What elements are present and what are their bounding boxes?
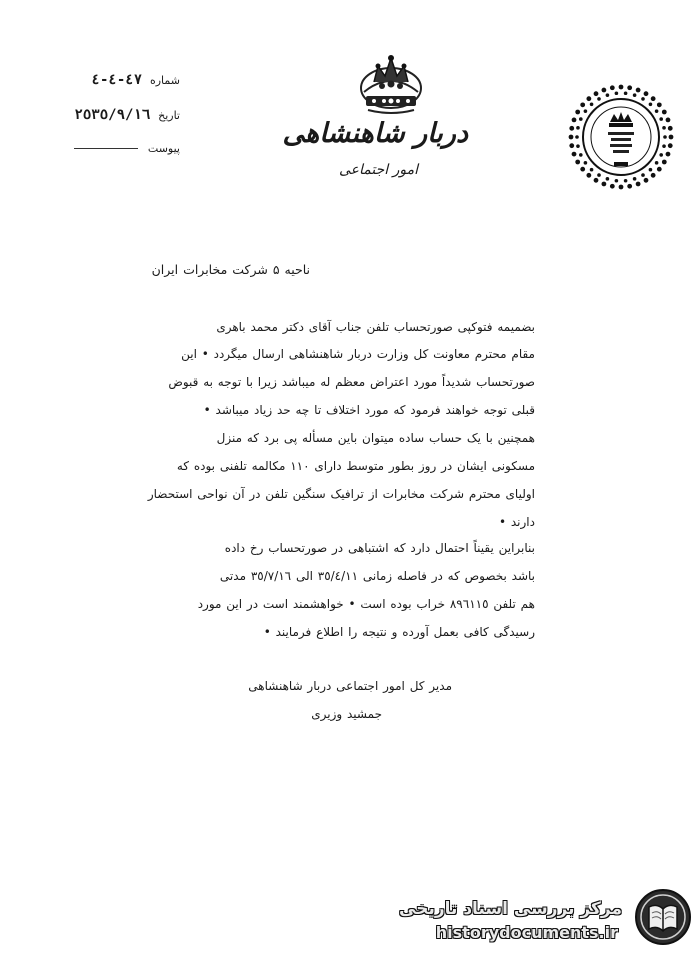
seal-dot bbox=[572, 118, 577, 123]
signature-title: مدیر کل امور اجتماعی دربار شاهنشاهی bbox=[248, 679, 452, 693]
date-value: ٢٥٣٥/٩/١٦ bbox=[74, 107, 151, 123]
seal-dot bbox=[594, 178, 599, 183]
attachment-blank-line bbox=[74, 148, 138, 149]
seal-dot bbox=[602, 182, 607, 187]
seal-dot bbox=[586, 173, 591, 178]
seal-dot bbox=[649, 168, 653, 172]
crown-icon bbox=[352, 52, 430, 118]
seal-dot bbox=[576, 144, 580, 148]
seal-dot bbox=[580, 102, 585, 107]
seal-dot bbox=[572, 152, 577, 157]
letter-date bbox=[40, 107, 180, 127]
book-logo-icon bbox=[633, 887, 693, 947]
seal-dot bbox=[655, 161, 659, 165]
addressee: ناحیه ۵ شرکت مخابرات ایران bbox=[151, 262, 310, 277]
seal-dot bbox=[659, 153, 663, 157]
seal-dot bbox=[666, 152, 671, 157]
seal-dot bbox=[575, 135, 579, 139]
seal-dot bbox=[586, 96, 591, 101]
paragraph-1-line: مسکونی ایشان در روز بطور متوسط دارای ١١٠ مکالمه تلفنی بوده که bbox=[176, 459, 535, 473]
seal-dot bbox=[662, 160, 667, 165]
paragraph-1-line: دارند • bbox=[498, 515, 535, 529]
seal-dot bbox=[627, 85, 632, 90]
seal-dot bbox=[644, 178, 649, 183]
number-label: شماره bbox=[149, 74, 180, 87]
seal-dot bbox=[610, 184, 615, 189]
paragraph-1-line: همچنین با یک حساب ساده میتوان باین مسأله پی برد که منزل bbox=[216, 431, 535, 445]
seal-dot bbox=[668, 143, 673, 148]
seal-dot bbox=[633, 93, 637, 97]
seal-dot bbox=[575, 160, 580, 165]
seal-dot bbox=[569, 126, 574, 131]
seal-dot bbox=[584, 161, 588, 165]
court-subtitle: امور اجتماعی bbox=[339, 162, 418, 178]
court-title: دربار شاهنشاهی bbox=[282, 118, 468, 149]
seal-dot bbox=[663, 135, 667, 139]
seal-dot bbox=[641, 173, 645, 177]
watermark-url: historydocuments.ir bbox=[435, 923, 618, 942]
seal-dot bbox=[594, 91, 599, 96]
seal-dot bbox=[569, 135, 574, 140]
seal-dot bbox=[619, 185, 624, 190]
seal-dot bbox=[615, 91, 619, 95]
seal-dot bbox=[615, 179, 619, 183]
seal-dot bbox=[624, 179, 628, 183]
seal-dot bbox=[576, 126, 580, 130]
seal-dot bbox=[668, 126, 673, 131]
seal-dot bbox=[662, 110, 667, 115]
seal-dot bbox=[590, 168, 594, 172]
seal-dot bbox=[662, 144, 666, 148]
attachment-label: پیوست bbox=[147, 142, 180, 155]
seal-dot bbox=[610, 85, 615, 90]
paragraph-1-line: قبلی توجه خواهند فرمود که مورد اختلاف تا چه حد زیاد میباشد • bbox=[203, 403, 535, 417]
seal-dot bbox=[579, 153, 583, 157]
seal-dot bbox=[624, 91, 628, 95]
number-value: ٤٧-٤-٤ bbox=[91, 72, 143, 88]
seal-dot bbox=[633, 177, 637, 181]
seal-dot bbox=[597, 97, 601, 101]
seal-dot bbox=[606, 177, 610, 181]
seal-dot bbox=[627, 184, 632, 189]
letter-attachment bbox=[40, 141, 180, 161]
seal-dot bbox=[649, 103, 653, 107]
paragraph-2-line: رسیدگی کافی بعمل آورده و نتیجه را اطلاع فرمایند • bbox=[263, 625, 535, 639]
seal-dot bbox=[590, 103, 594, 107]
seal-dot bbox=[651, 96, 656, 101]
seal-dot bbox=[662, 126, 666, 130]
seal-dot bbox=[657, 167, 662, 172]
paragraph-1-line: بضمیمه فتوکپی صورتحساب تلفن جناب آقای دکتر محمد باهری bbox=[216, 320, 535, 334]
seal-dot bbox=[579, 117, 583, 121]
seal-dot bbox=[666, 118, 671, 123]
seal-dot bbox=[619, 85, 624, 90]
seal-dot bbox=[659, 117, 663, 121]
watermark-text-persian: مرکز بررسی اسناد تاریخی bbox=[399, 899, 622, 919]
seal-dot bbox=[580, 167, 585, 172]
paragraph-2-line: هم تلفن ٨٩٦١١٥ خراب بوده است • خواهشمند است در این مورد bbox=[197, 597, 535, 611]
seal-dot bbox=[584, 109, 588, 113]
seal-dot bbox=[669, 135, 674, 140]
seal-dot bbox=[575, 110, 580, 115]
paragraph-1-line: صورتحساب شدیداً مورد اعتراض معظم له میباشد زیرا با توجه به قبوض bbox=[168, 375, 535, 389]
paragraph-1-line: اولیای محترم شرکت مخابرات از ترافیک سنگین تلفن در آن نواحی استحضار bbox=[147, 487, 535, 501]
seal-dot bbox=[597, 173, 601, 177]
paragraph-2-line: باشد بخصوص که در فاصله زمانی ٣٥/٤/١١ الی ٣٥/٧/١٦ مدتی bbox=[219, 569, 535, 583]
seal-dot bbox=[644, 91, 649, 96]
seal-dot bbox=[655, 109, 659, 113]
seal-dot bbox=[657, 102, 662, 107]
seal-dot bbox=[636, 182, 641, 187]
seal-dot bbox=[641, 97, 645, 101]
paragraph-2-line: بنابراین یقیناً احتمال دارد که اشتباهی در صورتحساب رخ داده bbox=[224, 541, 535, 555]
royal-seal-icon bbox=[566, 82, 676, 192]
seal-dot bbox=[602, 88, 607, 93]
signature-name: جمشید وزیری bbox=[311, 707, 382, 721]
seal-dot bbox=[606, 93, 610, 97]
paragraph-1-line: مقام محترم معاونت کل وزارت دربار شاهنشاهی ارسال میگردد • این bbox=[181, 347, 535, 361]
seal-dot bbox=[651, 173, 656, 178]
seal-dot bbox=[636, 88, 641, 93]
seal-dot bbox=[569, 143, 574, 148]
letter-number bbox=[40, 72, 180, 92]
date-label: تاریخ bbox=[158, 109, 180, 122]
